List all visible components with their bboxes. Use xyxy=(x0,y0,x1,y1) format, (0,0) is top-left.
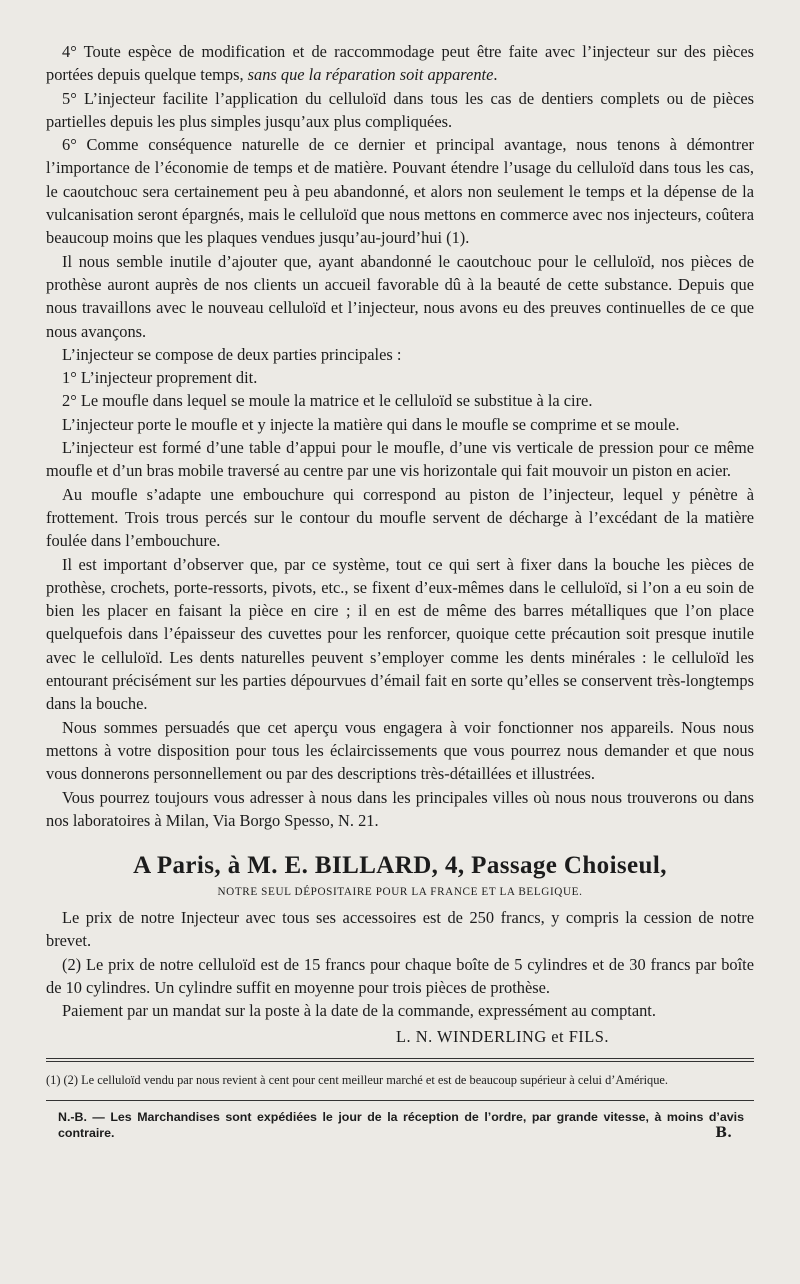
nb-divider xyxy=(46,1100,754,1101)
signature: L. N. WINDERLING et FILS. xyxy=(396,1026,609,1046)
paragraph-4-end: . xyxy=(493,65,498,85)
depositary-heading: A Paris, à M. E. BILLARD, 4, Passage Choiseul, xyxy=(133,852,667,880)
paragraph-payment: Paiement par un mandat sur la poste à la date de la commande, expressément au comptant. xyxy=(62,1001,656,1021)
paragraph-price-celluloid: (2) Le prix de notre celluloïd est de 15 francs pour chaque boîte de 5 cylindres et de 30 francs par boîte de 10 cylindres. Un cylindre suffit en moyenne pour trois pièces de prothèse. xyxy=(46,954,754,997)
paragraph-4-text: 4° Toute espèce de modification et de raccommodage peut être faite avec l’injecteur sur des pièces portées depuis quelque temps, xyxy=(46,42,754,85)
paragraph-item-1: 1° L’injecteur proprement dit. xyxy=(62,368,258,388)
paragraph-ajouter: Il nous semble inutile d’ajouter que, ayant abandonné le caoutchouc pour le celluloïd, nos pièces de prothèse auront auprès de nos clients un accueil favorable dû à la beauté de cette substance. Depuis que nous travaillons avec le nouveau celluloïd et l’injecteur, nous avons eu des preuves continuelles de ce que nous avançons. xyxy=(46,251,754,341)
paragraph-compose: L’injecteur se compose de deux parties principales : xyxy=(62,344,402,364)
nota-bene-text: N.-B. — Les Marchandises sont expédiées le jour de la réception de l’ordre, par grande vitesse, à moins d’avis contraire. xyxy=(58,1110,744,1141)
paragraph-6: 6° Comme conséquence naturelle de ce dernier et principal avantage, nous tenons à démontrer l’importance de l’économie de temps et de matière. Pouvant étendre l’usage du celluloïd dans tous les cas, le caoutchouc sera certainement peu à peu abandonné, et alors non seulement le temps et la dépense de la vulcanisation seront épargnés, mais le celluloïd que nous mettons en commerce avec nos injecteurs, coûtera beaucoup moins que les plaques vendues jusqu’au-jourd’hui (1). xyxy=(46,135,754,248)
nota-bene xyxy=(58,1109,744,1141)
footnote-divider xyxy=(46,1058,754,1062)
paragraph-4-italic: sans que la réparation soit apparente xyxy=(247,65,494,85)
depositary-subheading: NOTRE SEUL DÉPOSITAIRE POUR LA FRANCE ET LA BELGIQUE. xyxy=(217,886,583,899)
paragraph-persuades: Nous sommes persuadés que cet aperçu vous engagera à voir fonctionner nos appareils. Nous nous mettons à votre disposition pour tous les éclaircissements que vous pourrez nous demander et que nous vous donnerons personnellement ou par des descriptions très-détaillées et illustrées. xyxy=(46,717,754,784)
paragraph-moufle: Au moufle s’adapte une embouchure qui correspond au piston de l’injecteur, lequel y pénètre à frottement. Trois trous percés sur le contour du moufle servent de décharge à l’excédant de la matière foulée dans l’embouchure. xyxy=(46,484,754,551)
paragraph-4 xyxy=(46,40,754,87)
paragraph-item-2: 2° Le moufle dans lequel se moule la matrice et le celluloïd se substitue à la cire. xyxy=(62,391,593,411)
paragraph-price-injector: Le prix de notre Injecteur avec tous ses accessoires est de 250 francs, y compris la cession de notre brevet. xyxy=(46,908,754,951)
paragraph-forme: L’injecteur est formé d’une table d’appui pour le moufle, d’une vis verticale de pression pour ce même moufle et d’un bras mobile traversé au centre par une vis horizontale qui fait mouvoir un piston en acier. xyxy=(46,438,754,481)
pricing-text xyxy=(46,906,754,1048)
printer-mark: B. xyxy=(715,1125,732,1142)
paragraph-adresser: Vous pourrez toujours vous adresser à nous dans les principales villes où nous nous trouverons ou dans nos laboratoires à Milan, Via Borgo Spesso, N. 21. xyxy=(46,787,754,830)
body-text xyxy=(46,40,754,832)
footnote: (1) (2) Le celluloïd vendu par nous revient à cent pour cent meilleur marché et est de beaucoup supérieur à celui d’Amérique. xyxy=(46,1072,669,1087)
paragraph-important: Il est important d’observer que, par ce système, tout ce qui sert à fixer dans la bouche les pièces de prothèse, crochets, porte-ressorts, pivots, etc., se fixent d’eux-mêmes dans le celluloïd, si l’on a eu soin de bien les placer en faisant la pièce en cire ; il en est de même des barres métalliques que l’on place quelquefois dans l’épaisseur des cuvettes pour les renforcer, quoique cette précaution soit presque inutile avec le celluloïd. Les dents naturelles peuvent s’employer comme les dents minérales : le celluloïd les entourant précisément sur les parties dépourvues d’émail fait en sorte qu’elles se conservent très-longtemps dans la bouche. xyxy=(46,554,754,714)
paragraph-porte: L’injecteur porte le moufle et y injecte la matière qui dans le moufle se comprime et se moule. xyxy=(62,414,680,434)
paragraph-5: 5° L’injecteur facilite l’application du celluloïd dans tous les cas de dentiers complets ou de pièces partielles depuis les plus simples jusqu’aux plus compliquées. xyxy=(46,88,754,131)
